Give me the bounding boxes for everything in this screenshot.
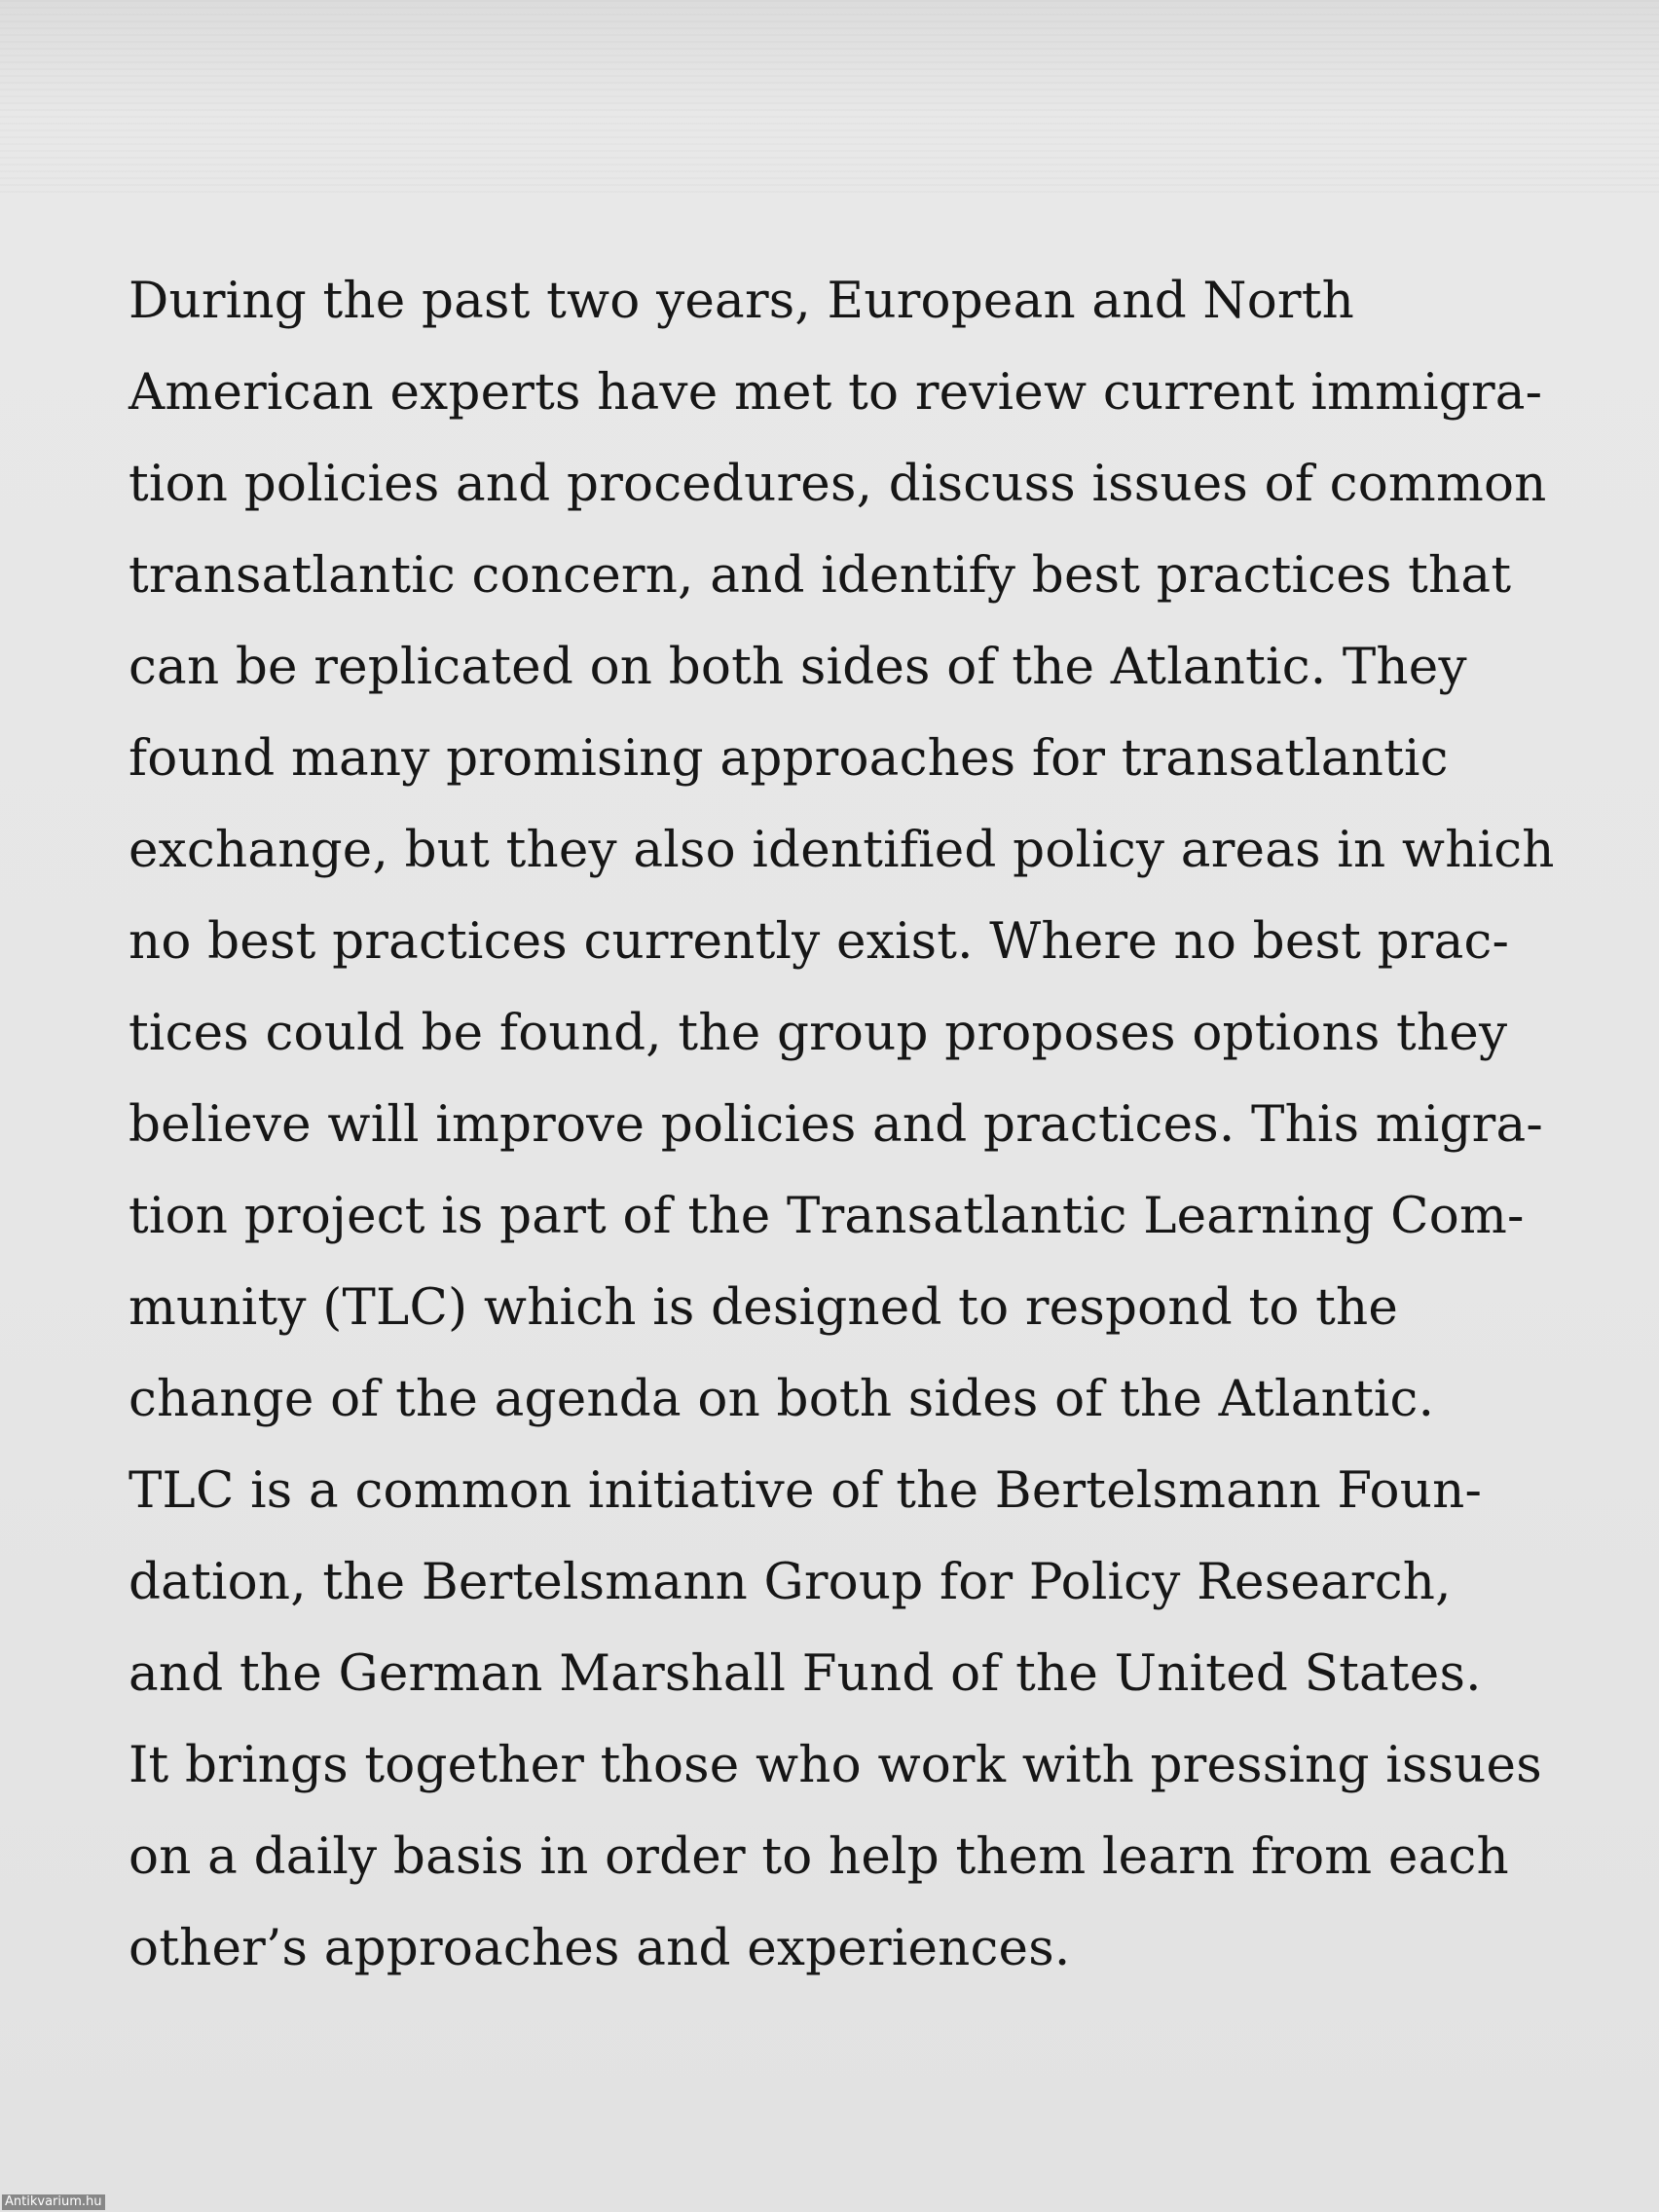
text-line: on a daily basis in order to help them learn from each: [129, 1827, 1509, 1886]
text-line: transatlantic concern, and identify best practices that: [129, 546, 1512, 605]
text-line: During the past two years, European and North: [129, 272, 1354, 330]
text-line: believe will improve policies and practices. This migra-: [129, 1095, 1543, 1154]
text-line: change of the agenda on both sides of the Atlantic.: [129, 1370, 1435, 1428]
body-paragraph: [129, 255, 1589, 1994]
text-line: tion policies and procedures, discuss issues of common: [129, 455, 1547, 513]
text-line: found many promising approaches for transatlantic: [129, 729, 1449, 788]
text-line: TLC is a common initiative of the Bertelsmann Foun-: [129, 1461, 1483, 1520]
text-line: other’s approaches and experiences.: [129, 1919, 1071, 1977]
text-line: can be replicated on both sides of the Atlantic. They: [129, 638, 1467, 696]
text-line: and the German Marshall Fund of the United States.: [129, 1644, 1482, 1703]
text-line: It brings together those who work with pressing issues: [129, 1736, 1542, 1794]
text-line: munity (TLC) which is designed to respond to the: [129, 1278, 1399, 1337]
text-line: tices could be found, the group proposes options they: [129, 1004, 1508, 1062]
text-line: tion project is part of the Transatlantic Learning Com-: [129, 1187, 1525, 1245]
source-watermark: Antikvarium.hu: [2, 2194, 105, 2210]
scan-texture: [0, 0, 1659, 195]
text-line: American experts have met to review current immigra-: [129, 363, 1543, 422]
text-line: exchange, but they also identified policy areas in which: [129, 821, 1555, 879]
text-line: no best practices currently exist. Where no best prac-: [129, 912, 1510, 971]
text-line: dation, the Bertelsmann Group for Policy Research,: [129, 1553, 1452, 1611]
